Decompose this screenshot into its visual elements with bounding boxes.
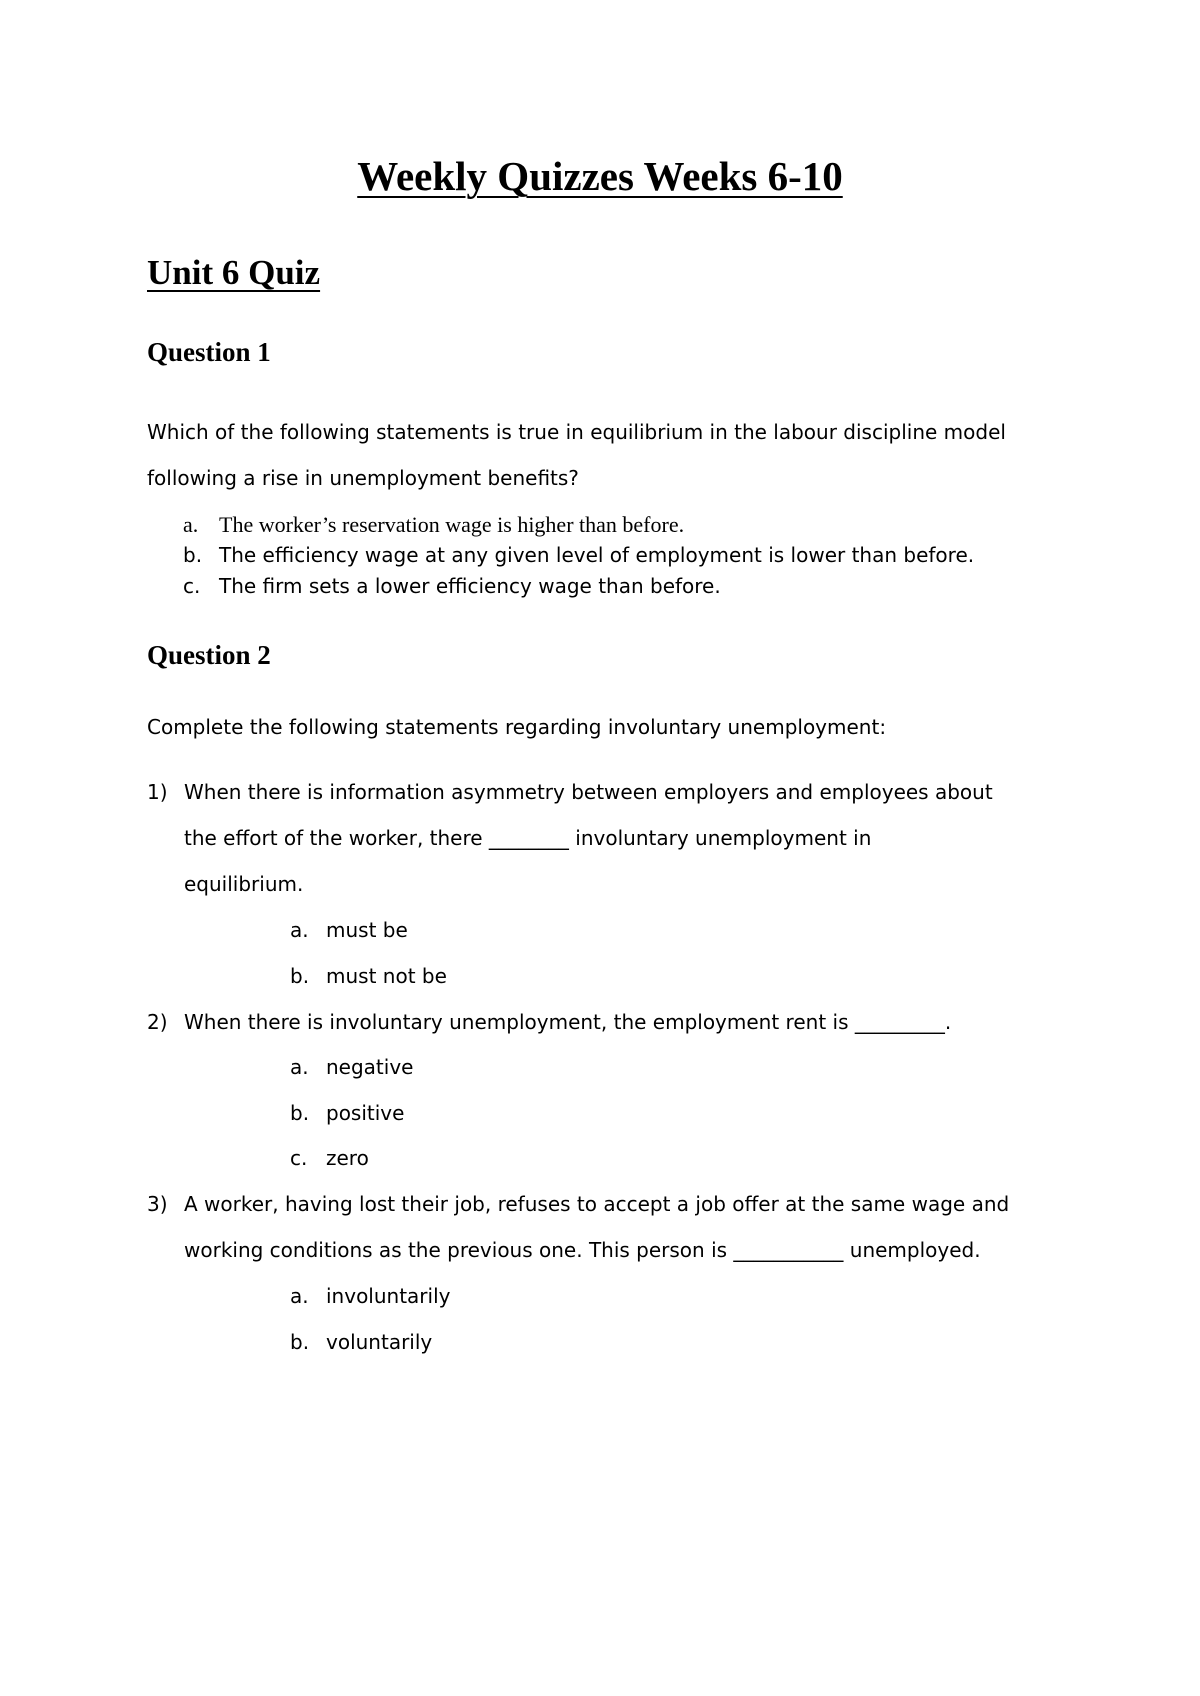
option-text: voluntarily bbox=[326, 1330, 433, 1354]
option-label: a. bbox=[290, 918, 309, 942]
unit-title: Unit 6 Quiz bbox=[147, 253, 321, 292]
option-text: negative bbox=[326, 1055, 414, 1079]
question-2-item-1-line-3: equilibrium. bbox=[184, 872, 304, 896]
item-line: A worker, having lost their job, refuses to accept a job offer at the same wage and bbox=[184, 1192, 1010, 1216]
question-2-item-3-line-2: working conditions as the previous one. This person is ___________ unemployed. bbox=[184, 1238, 981, 1262]
option-label: a. bbox=[290, 1055, 309, 1079]
question-1-stem-line-1: Which of the following statements is true in equilibrium in the labour discipline model bbox=[147, 420, 1006, 444]
option-text: must not be bbox=[326, 964, 447, 988]
question-2-item-3 bbox=[147, 1190, 1107, 1218]
option-label: a. bbox=[183, 512, 199, 537]
question-2-item-1-option-b bbox=[290, 962, 590, 990]
question-1-heading: Question 1 bbox=[147, 337, 271, 367]
question-2-item-2-option-b bbox=[290, 1099, 590, 1127]
option-text: The efficiency wage at any given level of employment is lower than before. bbox=[219, 543, 975, 567]
question-2-item-1 bbox=[147, 778, 1107, 806]
option-label: b. bbox=[290, 964, 310, 988]
option-label: b. bbox=[183, 543, 203, 567]
option-label: b. bbox=[290, 1330, 310, 1354]
option-text: positive bbox=[326, 1101, 405, 1125]
option-text: The firm sets a lower efficiency wage than before. bbox=[219, 574, 721, 598]
question-2-item-2-option-c bbox=[290, 1144, 590, 1172]
item-number: 1) bbox=[147, 780, 168, 804]
option-label: a. bbox=[290, 1284, 309, 1308]
question-2-item-2-option-a bbox=[290, 1053, 590, 1081]
question-2-item-3-option-b bbox=[290, 1328, 590, 1356]
question-2-intro: Complete the following statements regarding involuntary unemployment: bbox=[147, 715, 887, 739]
item-line: When there is information asymmetry between employers and employees about bbox=[184, 780, 993, 804]
option-label: c. bbox=[183, 574, 201, 598]
question-2-item-1-line-2: the effort of the worker, there ________ involuntary unemployment in bbox=[184, 826, 872, 850]
question-2-heading: Question 2 bbox=[147, 640, 271, 670]
question-1-option-c bbox=[183, 572, 1083, 600]
option-text: zero bbox=[326, 1146, 369, 1170]
item-number: 3) bbox=[147, 1192, 168, 1216]
item-line: When there is involuntary unemployment, the employment rent is _________. bbox=[184, 1010, 952, 1034]
question-1-option-a bbox=[183, 511, 883, 539]
option-label: b. bbox=[290, 1101, 310, 1125]
question-2-item-3-option-a bbox=[290, 1282, 590, 1310]
option-text: must be bbox=[326, 918, 408, 942]
option-label: c. bbox=[290, 1146, 308, 1170]
question-1-stem-line-2: following a rise in unemployment benefits? bbox=[147, 466, 579, 490]
question-2-item-1-option-a bbox=[290, 916, 590, 944]
option-text: The worker’s reservation wage is higher than before. bbox=[219, 512, 685, 537]
question-1-option-b bbox=[183, 541, 1083, 569]
item-number: 2) bbox=[147, 1010, 168, 1034]
document-title-text: Weekly Quizzes Weeks 6-10 bbox=[357, 153, 843, 199]
option-text: involuntarily bbox=[326, 1284, 451, 1308]
question-2-item-2 bbox=[147, 1008, 1107, 1036]
document-title bbox=[0, 152, 1200, 200]
